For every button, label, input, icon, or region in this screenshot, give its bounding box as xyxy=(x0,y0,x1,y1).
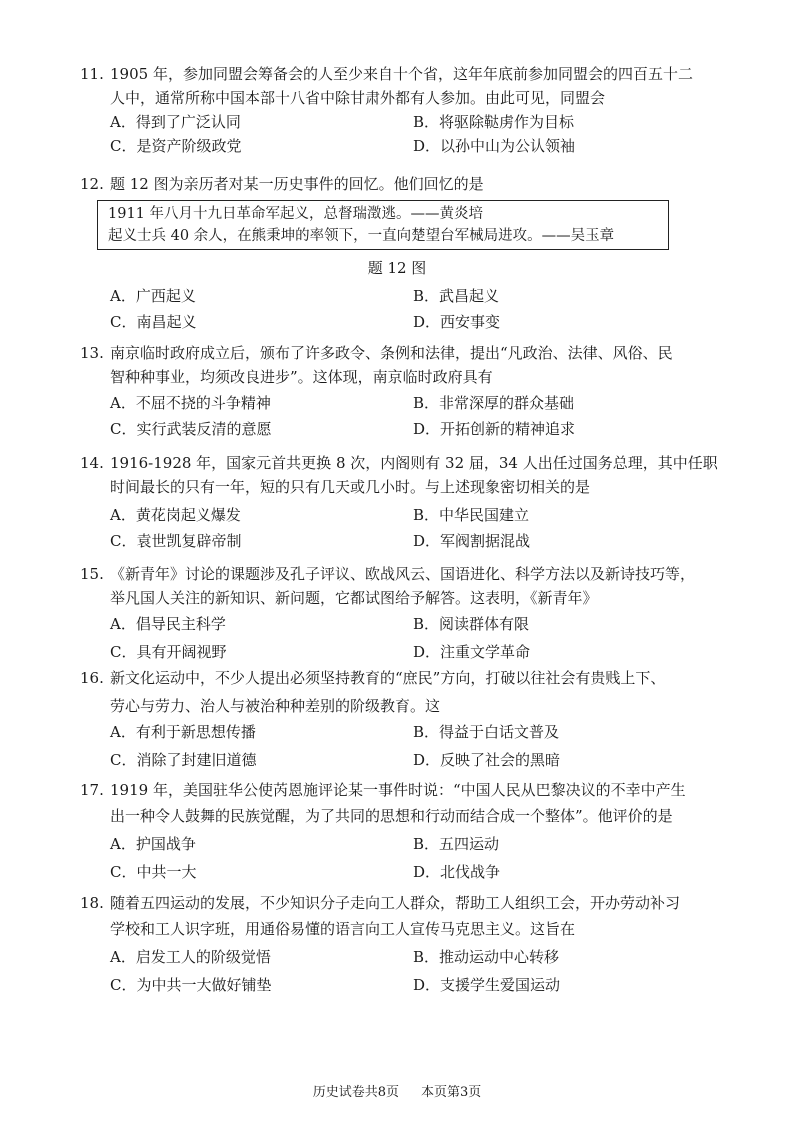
options xyxy=(80,945,740,993)
option-d: D．军阀割据混战 xyxy=(413,532,531,550)
footer-page-number: 本页第3页 xyxy=(421,1085,482,1100)
option-b: B．得益于白话文普及 xyxy=(413,723,560,741)
option-a: A．有利于新思想传播 xyxy=(110,723,256,741)
question-number: 13. xyxy=(80,344,104,362)
question-14 xyxy=(80,451,740,551)
options xyxy=(80,503,740,551)
question-stem-line: 人中，通常所称中国本部十八省中除甘肃外都有人参加。由此可见，同盟会 xyxy=(110,89,606,107)
question-12 xyxy=(80,172,740,196)
option-d: D．北伐战争 xyxy=(413,863,501,881)
option-c: C．是资产阶级政党 xyxy=(110,137,242,155)
option-a: A．广西起义 xyxy=(110,287,196,305)
option-c: C．消除了封建旧道德 xyxy=(110,751,257,769)
question-number: 14. xyxy=(80,454,104,472)
option-b: B．中华民国建立 xyxy=(413,506,530,524)
options xyxy=(80,612,740,660)
question-stem-line: 时间最长的只有一年，短的只有几天或几小时。与上述现象密切相关的是 xyxy=(110,478,591,496)
question-number: 16. xyxy=(80,669,104,687)
figure-quote-box xyxy=(97,200,669,250)
question-stem-line: 举凡国人关注的新知识、新问题，它都试图给予解答。这表明，《新青年》 xyxy=(110,589,598,607)
question-stem-line: 随着五四运动的发展，不少知识分子走向工人群众，帮助工人组织工会，开办劳动补习 xyxy=(110,894,681,912)
question-number: 12. xyxy=(80,175,104,193)
page-footer xyxy=(0,1084,794,1102)
quote-line: 1911 年八月十九日革命军起义，总督瑞澂逃。——黄炎培 xyxy=(108,206,484,222)
question-stem-line: 出一种令人鼓舞的民族觉醒，为了共同的思想和行动而结合成一个整体”。他评价的是 xyxy=(110,807,673,825)
question-stem-line: 南京临时政府成立后，颁布了许多政令、条例和法律，提出“凡政治、法律、风俗、民 xyxy=(110,344,673,362)
option-c: C．中共一大 xyxy=(110,863,197,881)
question-stem-line: 1916-1928 年，国家元首共更换 8 次，内阁则有 32 届，34 人出任过国务总理，其中任职 xyxy=(110,454,718,472)
option-b: B．非常深厚的群众基础 xyxy=(413,394,575,412)
option-c: C．南昌起义 xyxy=(110,313,197,331)
option-a: A．启发工人的阶级觉悟 xyxy=(110,948,271,966)
option-a: A．不屈不挠的斗争精神 xyxy=(110,394,271,412)
question-16 xyxy=(80,666,740,768)
question-13 xyxy=(80,341,740,439)
option-a: A．倡导民主科学 xyxy=(110,615,226,633)
question-stem-line: 新文化运动中，不少人提出必须坚持教育的“庶民”方向，打破以往社会有贵贱上下、 xyxy=(110,669,666,687)
question-11 xyxy=(80,62,740,158)
option-c: C．具有开阔视野 xyxy=(110,643,227,661)
option-c: C．为中共一大做好铺垫 xyxy=(110,976,272,994)
option-c: C．实行武装反清的意愿 xyxy=(110,420,272,438)
options xyxy=(80,832,740,880)
question-number: 18. xyxy=(80,894,104,912)
question-number: 17. xyxy=(80,781,104,799)
option-d: D．开拓创新的精神追求 xyxy=(413,420,576,438)
figure-caption: 题 12 图 xyxy=(367,259,427,277)
question-stem-line: 1919 年，美国驻华公使芮恩施评论某一事件时说：“中国人民从巴黎决议的不幸中产生 xyxy=(110,781,686,799)
option-a: A．得到了广泛认同 xyxy=(110,113,241,131)
quote-line: 起义士兵 40 余人，在熊秉坤的率领下，一直向楚望台军械局进攻。——吴玉章 xyxy=(108,228,615,244)
option-a: A．护国战争 xyxy=(110,835,196,853)
question-12-options xyxy=(80,284,740,332)
footer-total-pages: 历史试卷共8页 xyxy=(312,1085,399,1100)
option-b: B．五四运动 xyxy=(413,835,500,853)
question-18 xyxy=(80,891,740,993)
option-d: D．以孙中山为公认领袖 xyxy=(413,137,576,155)
options xyxy=(80,720,740,768)
question-15 xyxy=(80,562,740,660)
option-b: B．武昌起义 xyxy=(413,287,500,305)
question-17 xyxy=(80,778,740,880)
question-stem-line: 学校和工人识字班，用通俗易懂的语言向工人宣传马克思主义。这旨在 xyxy=(110,920,576,938)
option-b: B．阅读群体有限 xyxy=(413,615,530,633)
question-stem-line: 劳心与劳力、治人与被治种种差别的阶级教育。这 xyxy=(110,697,441,715)
option-d: D．注重文学革命 xyxy=(413,643,531,661)
question-stem-line: 题 12 图为亲历者对某一历史事件的回忆。他们回忆的是 xyxy=(110,175,484,193)
options xyxy=(80,391,740,439)
question-stem-line: 1905 年，参加同盟会筹备会的人至少来自十个省，这年年底前参加同盟会的四百五十二 xyxy=(110,65,693,83)
options xyxy=(80,284,740,332)
option-d: D．反映了社会的黑暗 xyxy=(413,751,561,769)
question-stem-line: 智种种事业，均须改良进步”。这体现，南京临时政府具有 xyxy=(110,368,493,386)
question-number: 15. xyxy=(80,565,104,583)
option-b: B．推动运动中心转移 xyxy=(413,948,560,966)
option-d: D．西安事变 xyxy=(413,313,501,331)
question-stem-line: 《新青年》讨论的课题涉及孔子评议、欧战风云、国语进化、科学方法以及新诗技巧等， xyxy=(110,565,696,583)
option-d: D．支援学生爱国运动 xyxy=(413,976,561,994)
options xyxy=(80,110,740,158)
question-number: 11. xyxy=(80,65,104,83)
option-b: B．将驱除鞑虏作为目标 xyxy=(413,113,575,131)
option-a: A．黄花岗起义爆发 xyxy=(110,506,241,524)
option-c: C．袁世凯复辟帝制 xyxy=(110,532,242,550)
